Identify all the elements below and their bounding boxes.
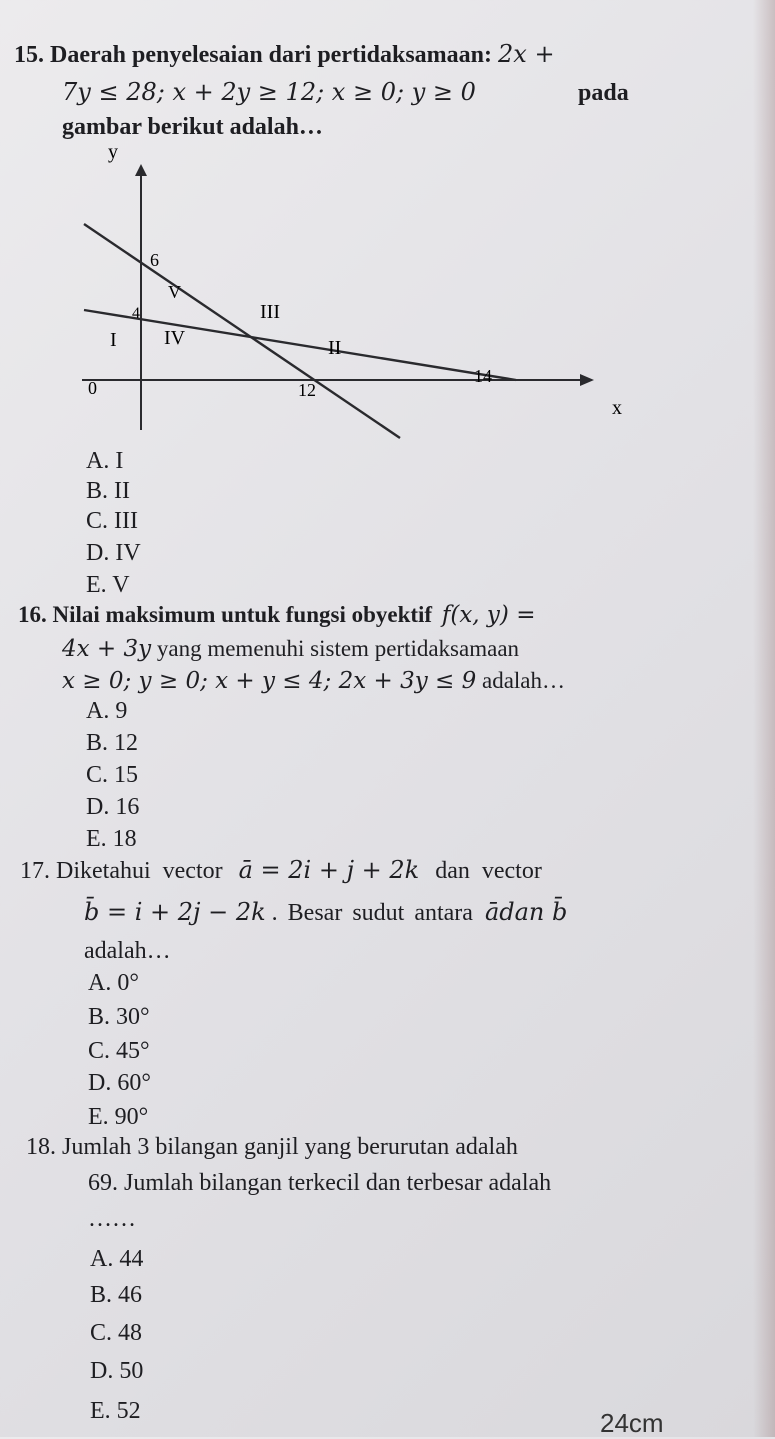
q17-text-2: . Besar sudut antara (271, 900, 473, 926)
q15-line3: gambar berikut adalah… (62, 114, 323, 140)
q16-option-d[interactable]: D. 16 (86, 794, 140, 820)
origin-label: 0 (88, 378, 97, 398)
q17-number: 17. (20, 858, 50, 884)
q17-math-2: b̄ = i + 2j − 2k (84, 898, 266, 926)
footer-note: 24cm (600, 1408, 664, 1438)
q18-option-b[interactable]: B. 46 (90, 1282, 143, 1308)
q16-number: 16. (18, 602, 47, 627)
q16-text-1: Nilai maksimum untuk fungsi obyektif (52, 602, 433, 627)
q15-text-1: Daerah penyelesaian dari pertidaksamaan: (50, 42, 493, 68)
q15-pada: pada (578, 80, 629, 106)
q18-option-d[interactable]: D. 50 (90, 1358, 144, 1384)
region-II-label: II (328, 337, 342, 359)
q16-option-e[interactable]: E. 18 (86, 826, 137, 852)
q15-option-e[interactable]: E. V (86, 572, 130, 598)
q15-math-2: 7y ≤ 28; x + 2y ≥ 12; x ≥ 0; y ≥ 0 (62, 78, 476, 106)
q15-math-1: 2x + (498, 40, 555, 68)
q16-option-c[interactable]: C. 15 (86, 762, 139, 788)
y-axis-arrow (135, 164, 147, 176)
x-axis-arrow (580, 374, 594, 386)
q18-text-1: Jumlah 3 bilangan ganjil yang berurutan adalah (62, 1134, 518, 1160)
q17-option-c[interactable]: C. 45° (88, 1038, 150, 1064)
q16-line3 (62, 668, 565, 694)
q16-text-2: yang memenuhi sistem pertidaksamaan (156, 636, 520, 661)
q17-option-d[interactable]: D. 60° (88, 1070, 151, 1096)
q17-text-1b: dan vector (435, 858, 542, 884)
q16-math-3: x ≥ 0; y ≥ 0; x + y ≤ 4; 2x + 3y ≤ 9 (62, 668, 477, 694)
page-edge-shadow (753, 0, 775, 1437)
region-IV-label: IV (164, 327, 186, 349)
q15-line2 (62, 78, 476, 107)
q16-line1 (18, 602, 535, 628)
tick-label-14: 14 (474, 366, 492, 386)
q18-line3: …… (88, 1206, 136, 1232)
q18-option-c[interactable]: C. 48 (90, 1320, 143, 1346)
q15-option-c[interactable]: C. III (86, 508, 138, 534)
region-III-label: III (260, 301, 280, 323)
q17-option-b[interactable]: B. 30° (88, 1004, 150, 1030)
q17-line2 (84, 898, 567, 927)
q15-option-d[interactable]: D. IV (86, 540, 141, 566)
q18-line2: 69. Jumlah bilangan terkecil dan terbesar adalah (88, 1170, 552, 1196)
y-axis-label: y (108, 141, 118, 163)
q16-math-2: 4x + 3y (62, 636, 152, 662)
region-V-label: V (168, 282, 181, 302)
tick-label-6: 6 (150, 250, 159, 270)
q17-text-1a: Diketahui vector (56, 858, 223, 884)
q17-math-1: ā = 2i + j + 2k (238, 856, 420, 884)
q17-math-2b: ādan b̄ (484, 898, 568, 926)
q17-line1 (20, 856, 542, 885)
line-x-2y-12 (84, 224, 400, 438)
q15-option-b[interactable]: B. II (86, 478, 130, 504)
q17-line3: adalah… (84, 938, 171, 964)
tick-label-12: 12 (298, 380, 316, 400)
q18-line1 (26, 1134, 518, 1161)
q17-option-a[interactable]: A. 0° (88, 970, 139, 996)
q18-option-a[interactable]: A. 44 (90, 1246, 144, 1272)
x-axis-label: x (612, 397, 622, 419)
q15-line1 (14, 40, 555, 69)
q17-option-e[interactable]: E. 90° (88, 1104, 149, 1130)
q15-graph (70, 138, 650, 440)
q16-math-1: f(x, y) = (441, 602, 536, 628)
q15-option-a[interactable]: A. I (86, 448, 124, 474)
tick-label-4: 4 (132, 305, 140, 322)
q18-number: 18. (26, 1134, 56, 1160)
q16-text-3: adalah… (482, 668, 566, 693)
region-I-label: I (110, 329, 117, 351)
q16-line2 (62, 636, 519, 662)
q16-option-b[interactable]: B. 12 (86, 730, 139, 756)
q18-option-e[interactable]: E. 52 (90, 1398, 141, 1424)
q15-number: 15. (14, 42, 44, 68)
q16-option-a[interactable]: A. 9 (86, 698, 128, 724)
